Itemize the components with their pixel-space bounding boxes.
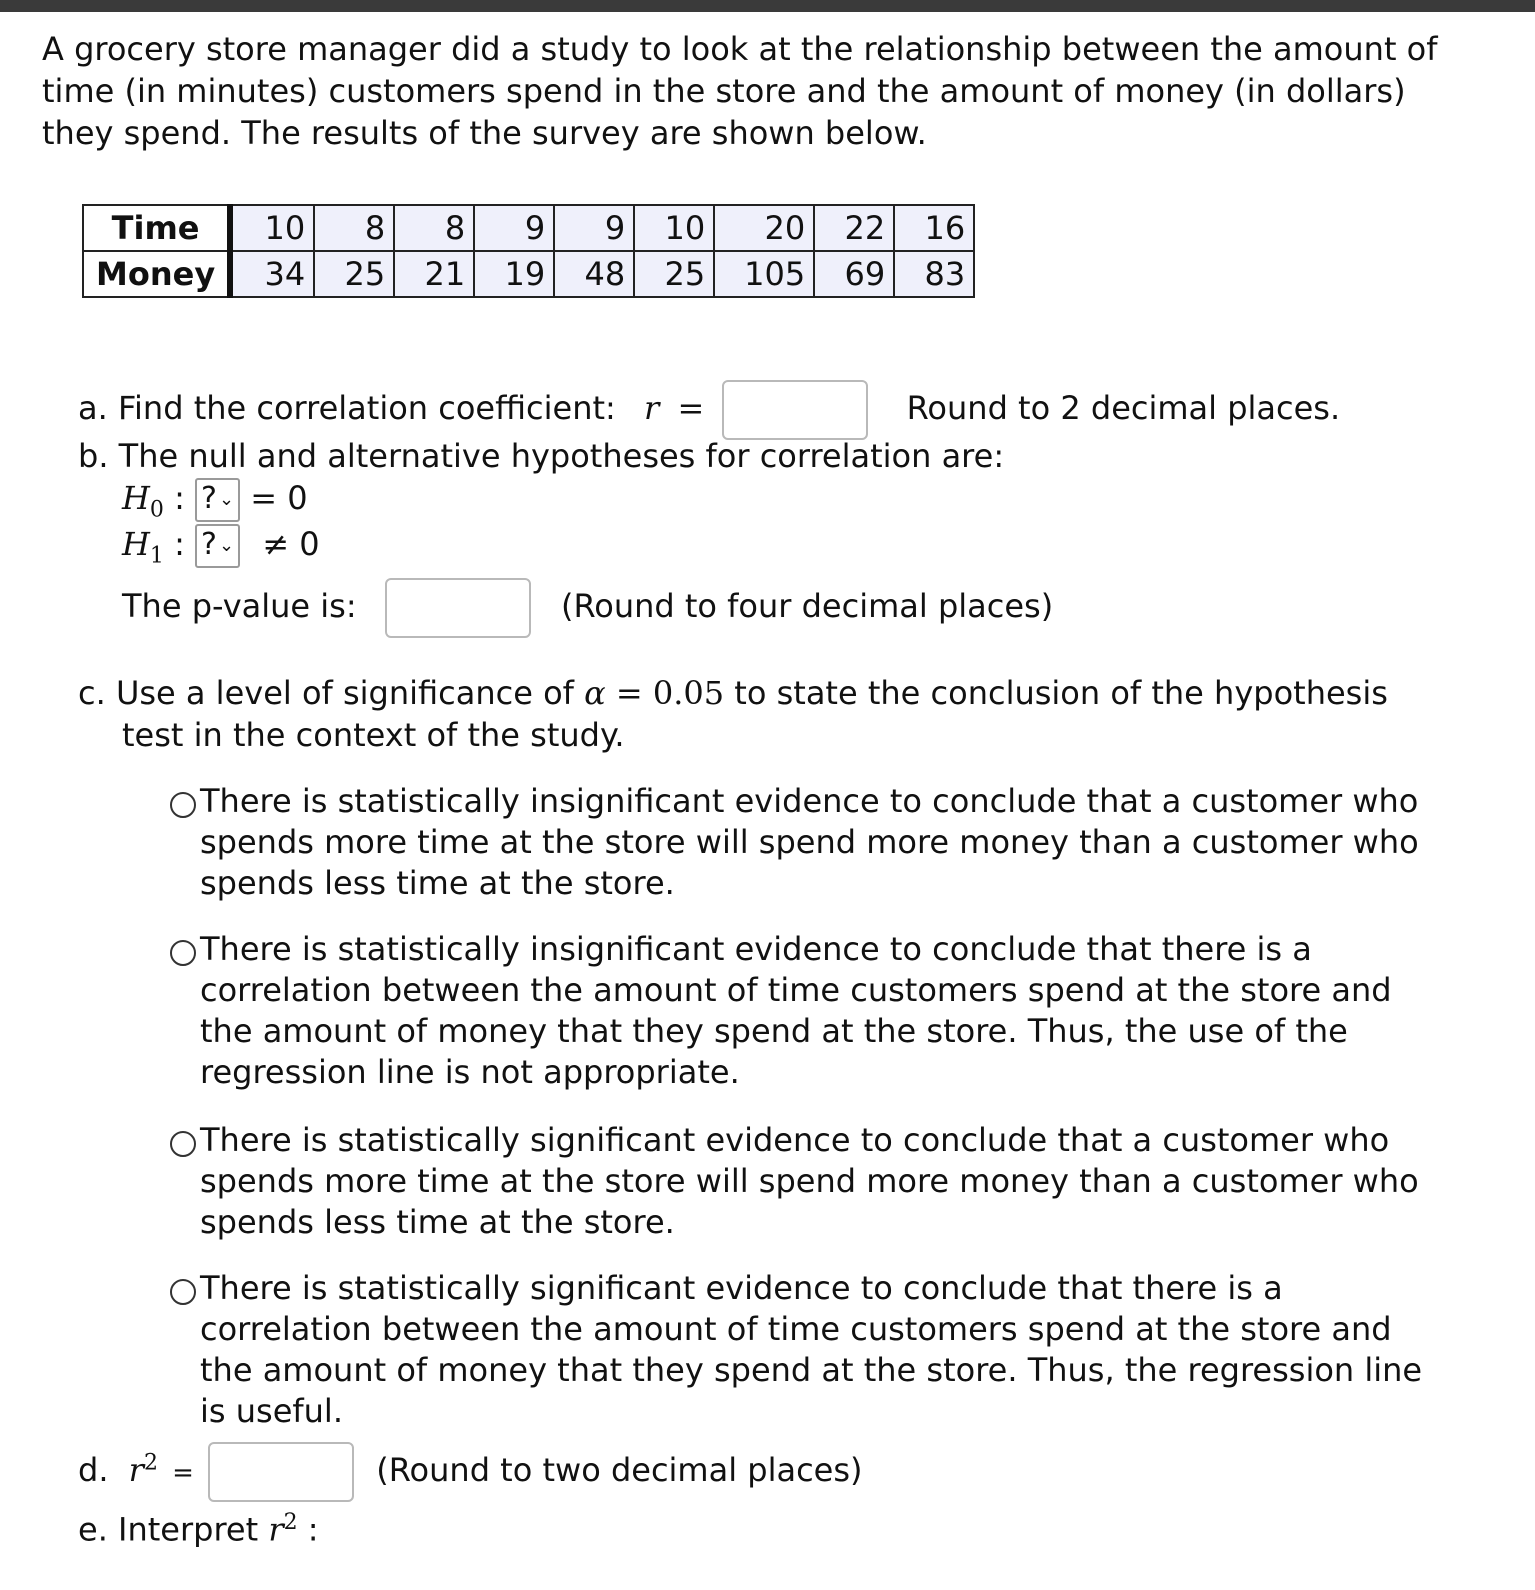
part-a-line: [78, 380, 1340, 440]
table-cell: 8: [314, 205, 394, 251]
r-squared-input[interactable]: [208, 1442, 354, 1502]
question-intro: A grocery store manager did a study to look at the relationship between the amount of time (in minutes) customers spend in the store and the amount of money (in dollars) they spend. The results of the survey are shown below.: [42, 30, 1438, 152]
table-cell: 16: [894, 205, 974, 251]
r-symbol: r: [128, 1451, 144, 1489]
table-cell: 83: [894, 251, 974, 297]
radio-button[interactable]: [170, 940, 196, 966]
h1-symbol: H: [122, 525, 150, 563]
table-cell: 34: [230, 251, 314, 297]
h0-parameter-select[interactable]: [195, 478, 240, 522]
r-symbol: r: [644, 389, 660, 427]
part-d-hint: (Round to two decimal places): [376, 1451, 863, 1489]
h1-parameter-select[interactable]: [195, 524, 240, 568]
option-text: There is statistically insignificant evidence to conclude that a customer who spends more time at the store will spend more money than a customer who spends less time at the store.: [200, 782, 1419, 902]
radio-button[interactable]: [170, 1131, 196, 1157]
table-cell: 48: [554, 251, 634, 297]
pvalue-line: [122, 578, 1053, 638]
part-b-prompt: b. The null and alternative hypotheses for correlation are:: [78, 437, 1005, 475]
table-cell: 69: [814, 251, 894, 297]
part-c-prompt: c. Use a level of significance of: [78, 674, 574, 712]
table-cell: 25: [634, 251, 714, 297]
radio-button[interactable]: [170, 792, 196, 818]
option-text: There is statistically significant evidence to conclude that a customer who spends more time at the store will spend more money than a customer who spends less time at the store.: [200, 1121, 1419, 1241]
pvalue-hint: (Round to four decimal places): [560, 587, 1054, 625]
table-cell: 9: [554, 205, 634, 251]
h0-colon: :: [174, 479, 185, 517]
part-c-line2: test in the context of the study.: [122, 716, 625, 754]
alpha-symbol: α: [584, 674, 606, 712]
h1-subscript: 1: [149, 543, 164, 569]
pvalue-label: The p-value is:: [122, 587, 357, 625]
conclusion-option[interactable]: [170, 1268, 1440, 1432]
conclusion-option[interactable]: [170, 781, 1440, 904]
h0-value: 0: [287, 479, 308, 517]
chevron-down-icon: ⌄: [218, 534, 235, 556]
part-e-label: e. Interpret: [78, 1510, 259, 1549]
h0-relation: =: [250, 479, 278, 517]
correlation-input[interactable]: [722, 380, 868, 440]
part-d-line: [78, 1442, 863, 1502]
table-cell: 21: [394, 251, 474, 297]
equals-sign: =: [677, 389, 705, 427]
select-value: ?: [201, 481, 217, 516]
h1-relation: ≠: [262, 525, 290, 563]
r-symbol: r: [268, 1510, 284, 1549]
table-row-money: [83, 251, 974, 297]
conclusion-option[interactable]: [170, 929, 1440, 1093]
h1-line: [122, 523, 320, 577]
part-e-line: [78, 1502, 319, 1551]
chevron-down-icon: ⌄: [218, 488, 235, 510]
table-cell: 25: [314, 251, 394, 297]
option-text: There is statistically insignificant evidence to conclude that there is a correlation between the amount of time customers spend at the store and the amount of money that they spend at the store. Thus, the use of the regression line is not appropriate.: [200, 930, 1392, 1091]
row-header: Money: [83, 251, 230, 297]
table-cell: 8: [394, 205, 474, 251]
radio-button[interactable]: [170, 1279, 196, 1305]
table-cell: 105: [714, 251, 814, 297]
h1-value: 0: [299, 525, 320, 563]
table-cell: 20: [714, 205, 814, 251]
table-cell: 10: [634, 205, 714, 251]
conclusion-option[interactable]: [170, 1120, 1440, 1243]
part-e-colon: :: [307, 1510, 319, 1549]
part-c-line1: [78, 672, 1388, 714]
h0-subscript: 0: [149, 497, 164, 523]
h1-colon: :: [174, 525, 185, 563]
equals-sign: =: [172, 1458, 194, 1488]
equals-sign: =: [615, 674, 643, 712]
part-a-prompt: a. Find the correlation coefficient:: [78, 389, 616, 427]
table-cell: 19: [474, 251, 554, 297]
part-a-hint: Round to 2 decimal places.: [906, 389, 1341, 427]
part-c-prompt-cont: to state the conclusion of the hypothesis: [734, 674, 1388, 712]
h0-symbol: H: [122, 479, 150, 517]
table-row-time: [83, 205, 974, 251]
part-d-label: d.: [78, 1451, 109, 1489]
r-squared-sup: 2: [143, 1450, 158, 1476]
pvalue-input[interactable]: [385, 578, 531, 638]
alpha-value: 0.05: [652, 674, 725, 712]
data-table: [82, 204, 975, 298]
table-cell: 22: [814, 205, 894, 251]
r-squared-sup: 2: [283, 1510, 298, 1535]
top-bar: [0, 0, 1535, 12]
table-cell: 10: [230, 205, 314, 251]
row-header: Time: [83, 205, 230, 251]
select-value: ?: [201, 527, 217, 562]
table-cell: 9: [474, 205, 554, 251]
option-text: There is statistically significant evidence to conclude that there is a correlation between the amount of time customers spend at the store and the amount of money that they spend at the store. Thus, the regression line is useful.: [200, 1269, 1423, 1430]
